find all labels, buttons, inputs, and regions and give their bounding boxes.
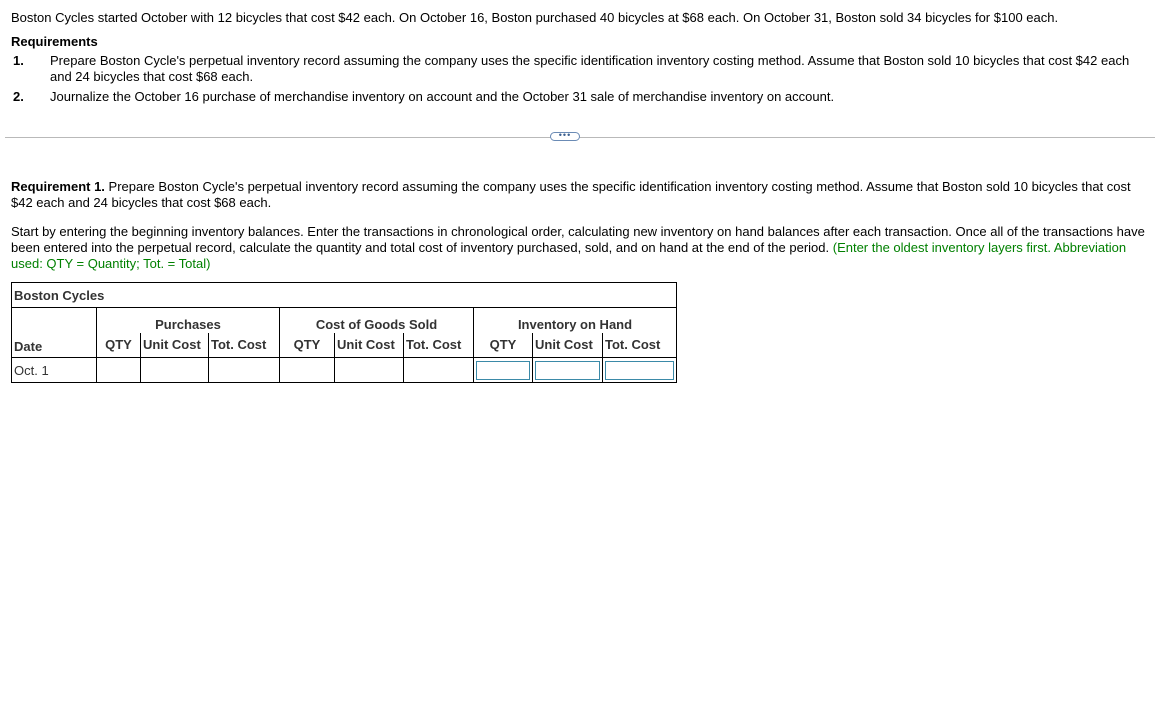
purchases-group-header: Purchases (97, 308, 280, 333)
date-column-header: Date (12, 308, 97, 358)
on-hand-unit-cost-header: Unit Cost (533, 333, 603, 358)
on-hand-tot-cost-input[interactable] (605, 361, 674, 380)
table-title: Boston Cycles (12, 283, 677, 308)
date-cell: Oct. 1 (12, 358, 97, 383)
cogs-unit-cost-cell (335, 358, 404, 383)
purchases-qty-cell (97, 358, 141, 383)
on-hand-qty-cell (474, 358, 533, 383)
purchases-tot-cost-header: Tot. Cost (209, 333, 280, 358)
cogs-qty-cell (280, 358, 335, 383)
expand-more-button[interactable] (550, 129, 580, 141)
perpetual-inventory-table (11, 282, 677, 383)
purchases-unit-cost-header: Unit Cost (141, 333, 209, 358)
cogs-unit-cost-header: Unit Cost (335, 333, 404, 358)
requirement-number: 2. (13, 89, 24, 104)
requirement-1-prompt (11, 179, 1146, 211)
instructions-hint: (Enter the oldest inventory layers first. Abbreviation used: QTY = Quantity; Tot. = Total) (11, 240, 1127, 271)
purchases-unit-cost-cell (141, 358, 209, 383)
on-hand-unit-cost-cell (533, 358, 603, 383)
requirement-number: 1. (13, 53, 24, 68)
requirement-item-1 (13, 53, 1143, 85)
purchases-tot-cost-cell (209, 358, 280, 383)
requirements-heading: Requirements (11, 34, 98, 49)
on-hand-unit-cost-input[interactable] (535, 361, 600, 380)
requirement-1-text: Prepare Boston Cycle's perpetual inventory record assuming the company uses the specific identification inventory costing method. Assume that Boston sold 10 bicycles that cost $42 each and 24 bicycles that cost $68 each. (11, 179, 1131, 210)
requirement-item-2 (13, 89, 1143, 105)
instructions (11, 224, 1151, 272)
more-dots-icon: ••• (558, 129, 572, 140)
on-hand-group-header: Inventory on Hand (474, 308, 677, 333)
cogs-group-header: Cost of Goods Sold (280, 308, 474, 333)
problem-intro: Boston Cycles started October with 12 bicycles that cost $42 each. On October 16, Boston purchased 40 bicycles at $68 each. On October 31, Boston sold 34 bicycles for $100 each. (11, 10, 1059, 25)
table-row (12, 358, 677, 383)
instructions-text: Start by entering the beginning inventory balances. Enter the transactions in chronological order, calculating new inventory on hand balances after each transaction. Once all of the transactions have been entered into the perpetual record, calculate the quantity and total cost of inventory purchased, sold, and on hand at the end of the period. (11, 224, 1145, 255)
cogs-tot-cost-header: Tot. Cost (404, 333, 474, 358)
requirement-text: Prepare Boston Cycle's perpetual inventory record assuming the company uses the specific identification inventory costing method. Assume that Boston sold 10 bicycles that cost $42 each and 24 bicycles that cost $68 each. (50, 53, 1130, 84)
requirement-1-label: Requirement 1. (11, 179, 105, 194)
on-hand-qty-input[interactable] (476, 361, 530, 380)
cogs-qty-header: QTY (293, 337, 321, 353)
on-hand-tot-cost-header: Tot. Cost (603, 333, 677, 358)
requirement-text: Journalize the October 16 purchase of merchandise inventory on account and the October 31 sale of merchandise inventory on account. (50, 89, 835, 104)
purchases-qty-header: QTY (105, 337, 132, 353)
on-hand-qty-header: QTY (489, 337, 517, 353)
on-hand-tot-cost-cell (603, 358, 677, 383)
section-divider (5, 137, 1155, 138)
cogs-tot-cost-cell (404, 358, 474, 383)
